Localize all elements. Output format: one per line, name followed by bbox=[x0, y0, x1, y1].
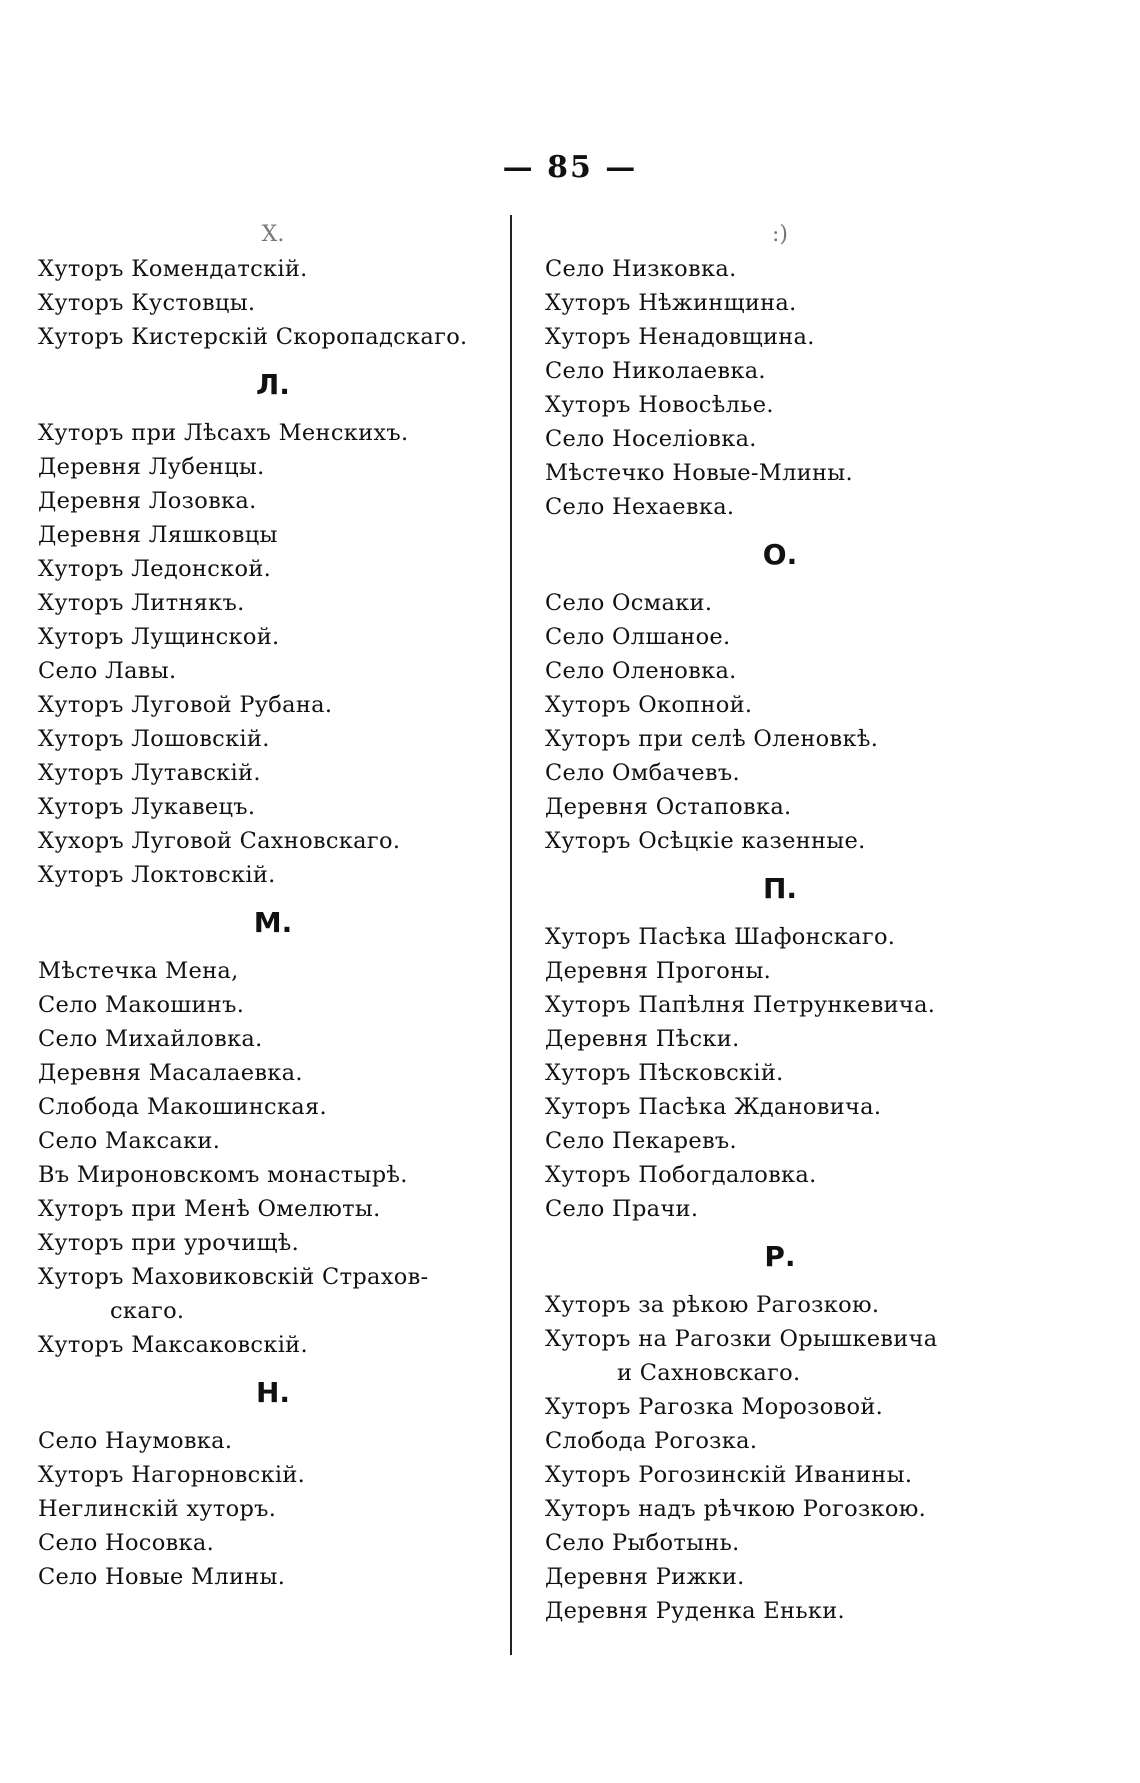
page-number: — 85 — bbox=[502, 150, 638, 185]
list-item: Хуторъ при Лѣсахъ Менскихъ. bbox=[38, 420, 409, 446]
list-item: Хуторъ Рогозинскій Иванины. bbox=[545, 1462, 913, 1488]
column-divider bbox=[510, 215, 512, 1655]
list-item-continuation: скаго. bbox=[110, 1298, 185, 1324]
list-item: Село Низковка. bbox=[545, 256, 737, 282]
list-item: Село Омбачевъ. bbox=[545, 760, 740, 786]
group-n bbox=[38, 1362, 508, 1594]
list-item: Хуторъ Локтовскій. bbox=[38, 862, 276, 888]
right-column bbox=[545, 218, 1015, 1628]
list-item: Хуторъ Ненадовщина. bbox=[545, 324, 815, 350]
group-o bbox=[545, 524, 1015, 858]
list-item: Хуторъ Лошовскій. bbox=[38, 726, 270, 752]
list-item: Село Носелiовка. bbox=[545, 426, 757, 452]
right-column-fragment: :) bbox=[772, 222, 788, 247]
list-item: Мѣстечка Мена, bbox=[38, 958, 239, 984]
list-item: Хуторъ Литнякъ. bbox=[38, 590, 245, 616]
list-item: Деревня Рижки. bbox=[545, 1564, 745, 1590]
list-item: Село Олшаное. bbox=[545, 624, 731, 650]
section-letter-o: О. bbox=[762, 538, 798, 571]
list-item: Хуторъ Новосѣлье. bbox=[545, 392, 774, 418]
list-item: Деревня Прогоны. bbox=[545, 958, 772, 984]
list-item: Хуторъ Папѣлня Петрункевича. bbox=[545, 992, 936, 1018]
list-item: Село Пекаревъ. bbox=[545, 1128, 737, 1154]
list-item: Хуторъ Нагорновскій. bbox=[38, 1462, 306, 1488]
list-item: Хуторъ Побогдаловка. bbox=[545, 1162, 817, 1188]
list-item: Хуторъ Окопной. bbox=[545, 692, 753, 718]
list-item: Село Максаки. bbox=[38, 1128, 221, 1154]
list-item: Хуторъ Ледонской. bbox=[38, 556, 272, 582]
list-item: Хуторъ Лукавецъ. bbox=[38, 794, 256, 820]
list-item: Хуторъ Пасѣка Шафонскаго. bbox=[545, 924, 896, 950]
list-item: Хуторъ Пасѣка Ждановича. bbox=[545, 1094, 882, 1120]
list-item: Село Николаевка. bbox=[545, 358, 766, 384]
list-item: Село Лавы. bbox=[38, 658, 177, 684]
list-item: Деревня Ляшковцы bbox=[38, 522, 278, 548]
list-item: Хуторъ Луговой Рубана. bbox=[38, 692, 333, 718]
list-item: Хуторъ за рѣкою Рагозкою. bbox=[545, 1292, 880, 1318]
list-item: Село Макошинъ. bbox=[38, 992, 245, 1018]
list-item: Село Осмаки. bbox=[545, 590, 713, 616]
list-item: Деревня Пѣски. bbox=[545, 1026, 740, 1052]
section-letter-r: Р. bbox=[764, 1240, 796, 1273]
list-item: Хуторъ Лутавскій. bbox=[38, 760, 261, 786]
list-item: Деревня Масалаевка. bbox=[38, 1060, 303, 1086]
list-item: Село Прачи. bbox=[545, 1196, 699, 1222]
list-item-continuation: и Сахновскаго. bbox=[617, 1360, 801, 1386]
list-item: Деревня Остаповка. bbox=[545, 794, 792, 820]
list-item: Хуторъ Максаковскій. bbox=[38, 1332, 308, 1358]
list-item: Хухоръ Луговой Сахновскаго. bbox=[38, 828, 401, 854]
list-item: Хуторъ Кистерскій Скоропадскаго. bbox=[38, 324, 468, 350]
list-item: Деревня Лозовка. bbox=[38, 488, 257, 514]
list-item: Хуторъ Осѣцкіе казенные. bbox=[545, 828, 866, 854]
left-column bbox=[38, 218, 508, 1594]
group-n-cont bbox=[545, 252, 1015, 524]
list-item: Село Рыботынь. bbox=[545, 1530, 740, 1556]
list-item: Слобода Макошинская. bbox=[38, 1094, 327, 1120]
list-item: Хуторъ при Менѣ Омелюты. bbox=[38, 1196, 381, 1222]
group-l bbox=[38, 354, 508, 892]
list-item: Село Михайловка. bbox=[38, 1026, 263, 1052]
list-item: Хуторъ Лущинской. bbox=[38, 624, 280, 650]
section-letter-l: Л. bbox=[256, 368, 290, 401]
list-item: Село Новые Млины. bbox=[38, 1564, 286, 1590]
list-item: Село Наумовка. bbox=[38, 1428, 233, 1454]
list-item: Слобода Рогозка. bbox=[545, 1428, 758, 1454]
section-letter-m: М. bbox=[253, 906, 293, 939]
list-item: Хуторъ Рагозка Морозовой. bbox=[545, 1394, 884, 1420]
list-item: Деревня Руденка Еньки. bbox=[545, 1598, 845, 1624]
list-item: Хуторъ надъ рѣчкою Рогозкою. bbox=[545, 1496, 927, 1522]
list-item: Хуторъ при урочищѣ. bbox=[38, 1230, 300, 1256]
list-item: Хуторъ Пѣсковскій. bbox=[545, 1060, 784, 1086]
group-m bbox=[38, 892, 508, 1362]
list-item: Хуторъ Комендатскій. bbox=[38, 256, 308, 282]
list-item: Неглинскій хуторъ. bbox=[38, 1496, 277, 1522]
section-letter-p: П. bbox=[762, 872, 798, 905]
list-item: Мѣстечко Новые-Млины. bbox=[545, 460, 853, 486]
group-p bbox=[545, 858, 1015, 1226]
left-column-fragment: Х. bbox=[261, 222, 285, 247]
list-item: Въ Мироновскомъ монастырѣ. bbox=[38, 1162, 408, 1188]
group-r bbox=[545, 1226, 1015, 1628]
list-item: Хуторъ Нѣжинщина. bbox=[545, 290, 797, 316]
list-item: Село Носовка. bbox=[38, 1530, 215, 1556]
list-item: Село Оленовка. bbox=[545, 658, 737, 684]
list-item: Деревня Лубенцы. bbox=[38, 454, 265, 480]
section-letter-n: Н. bbox=[255, 1376, 291, 1409]
list-item: Хуторъ Маховиковскій Страхов- bbox=[38, 1264, 429, 1290]
list-item: Хуторъ Кустовцы. bbox=[38, 290, 256, 316]
group-k bbox=[38, 252, 508, 354]
list-item: Хуторъ на Рагозки Орышкевича bbox=[545, 1326, 938, 1352]
list-item: Село Нехаевка. bbox=[545, 494, 735, 520]
list-item: Хуторъ при селѣ Оленовкѣ. bbox=[545, 726, 879, 752]
